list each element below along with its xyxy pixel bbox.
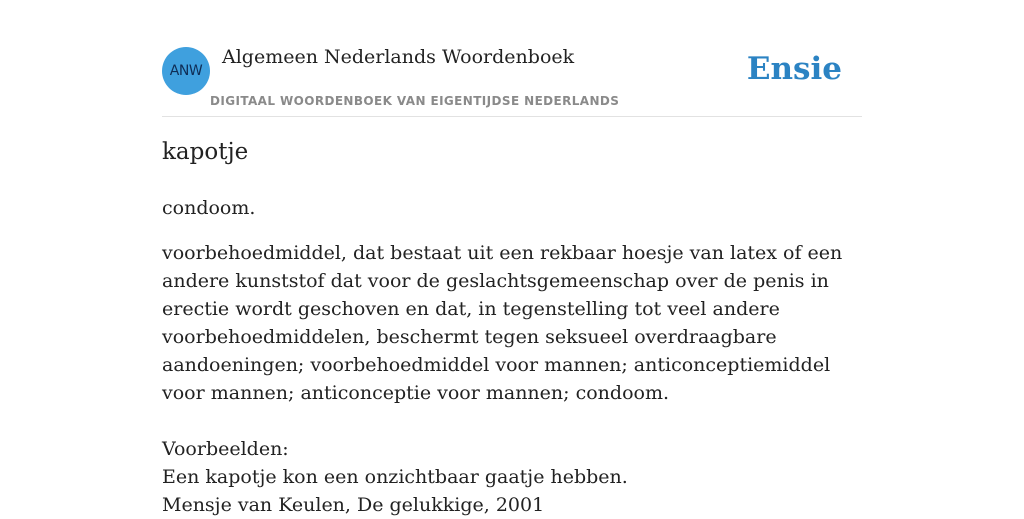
long-definition: voorbehoedmiddel, dat bestaat uit een rekbaar hoesje van latex of een andere kunststof dat voor de geslachtsgemeenschap over de penis in erectie wordt geschoven en dat, in tegenstelling tot veel andere voorbehoedmiddelen, beschermt tegen seksueel overdraagbare aandoeningen; voorbehoedmiddel voor mannen; anticonceptiemiddel voor mannen; anticonceptie voor mannen; condoom. xyxy=(162,242,843,404)
logo-text: ANW xyxy=(169,63,203,79)
entry-word: kapotje xyxy=(162,139,249,165)
examples-label: Voorbeelden: xyxy=(162,438,289,460)
site-subtitle: DIGITAAL WOORDENBOEK VAN EIGENTIJDSE NEDERLANDS xyxy=(210,94,620,108)
anw-logo-icon[interactable] xyxy=(162,47,210,95)
example-source: Mensje van Keulen, De gelukkige, 2001 xyxy=(162,494,545,516)
examples-section xyxy=(162,435,862,519)
site-title[interactable]: Algemeen Nederlands Woordenboek xyxy=(222,46,575,68)
ensie-brand-link[interactable]: Ensie xyxy=(746,51,842,87)
short-definition: condoom. xyxy=(162,197,256,219)
site-header xyxy=(162,0,862,117)
example-sentence: Een kapotje kon een onzichtbaar gaatje hebben. xyxy=(162,466,628,488)
page-container xyxy=(162,0,862,516)
